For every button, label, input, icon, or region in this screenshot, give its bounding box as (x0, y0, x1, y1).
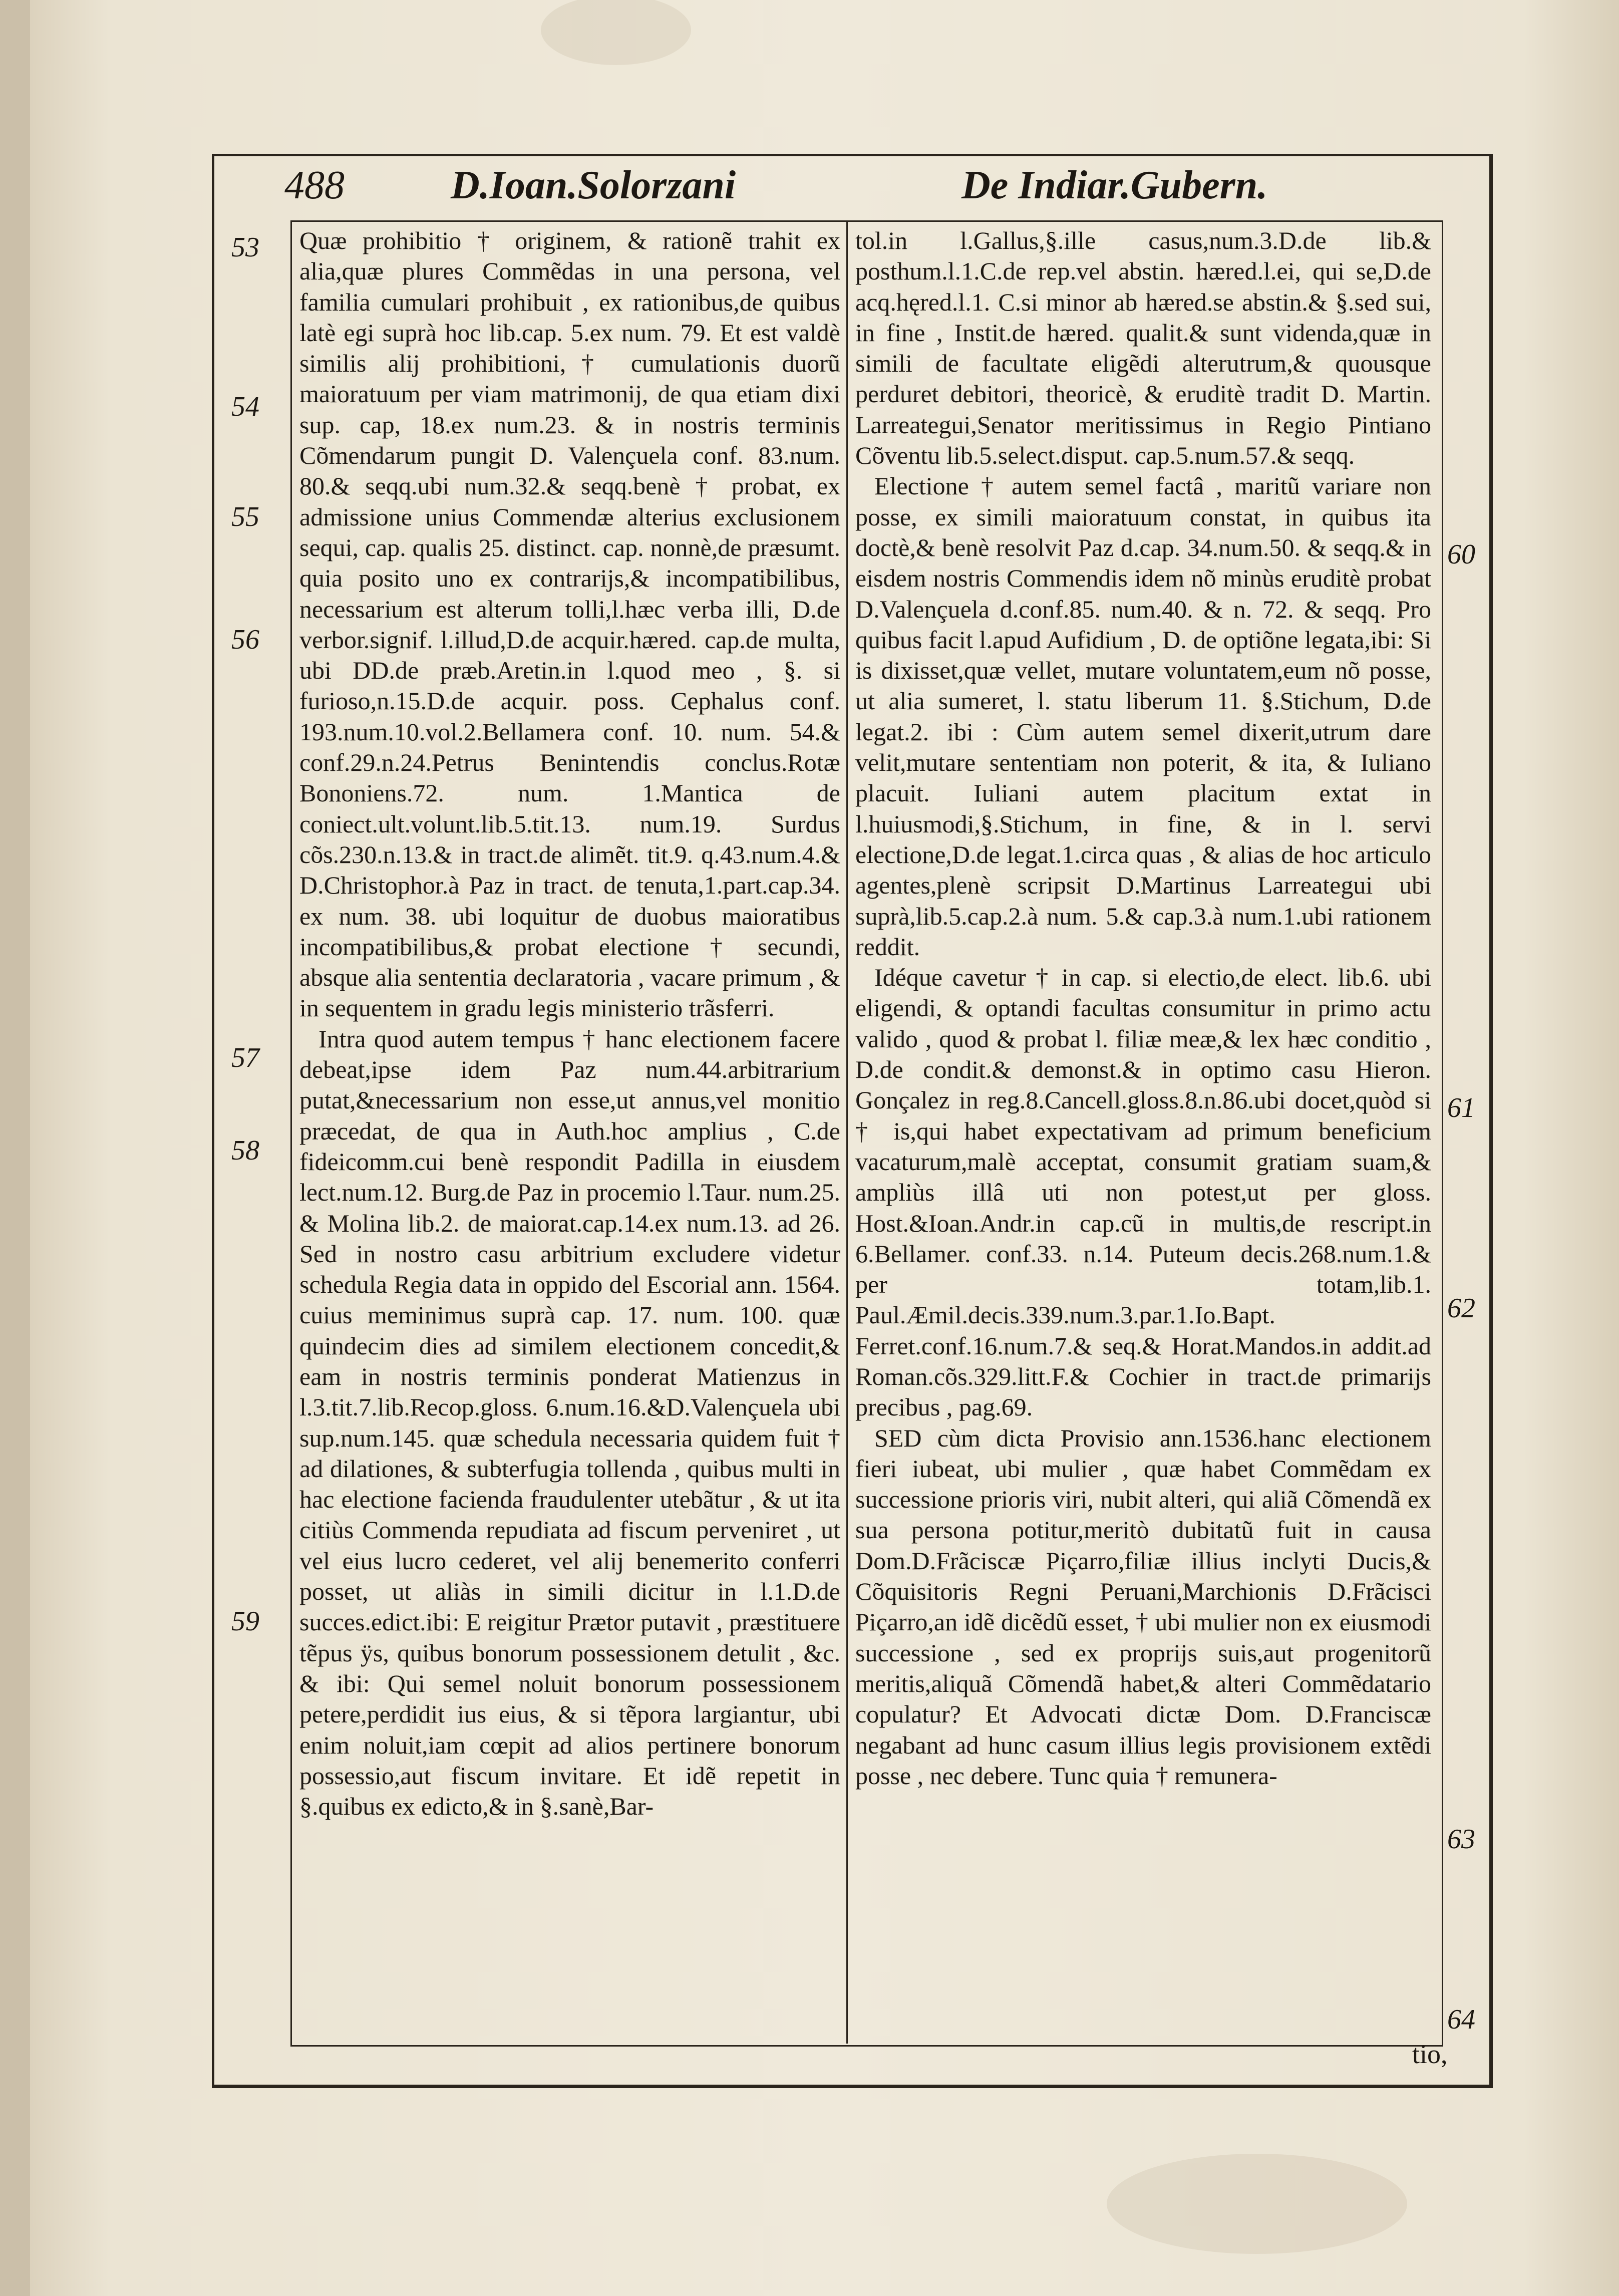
paragraph: Idéque cavetur † in cap. si electio,de elect. lib.6. ubi eligendi, & optandi facultas consumitur in primo actu valido , quod & probat l. filiæ meæ,& lex hæc conditio , D.de condit.& demonst.& in optimo casu Hieron. Gonçalez in reg.8.Cancell.gloss.8.n.86.ubi docet,quòd si † is,qui habet expectativam ad primum beneficium vacaturum,malè acceptat, consumit gratiam suam,& ampliùs illâ uti non potest,ut per gloss. Host.&Ioan.Andr.in cap.cũ in multis,de rescript.in 6.Bellamer. conf.33. n.14. Puteum decis.268.num.1.& per totam,lib.1. Paul.Æmil.decis.339.num.3.par.1.Io.Bapt. Ferret.conf.16.num.7.& seq.& Horat.Mandos.in addit.ad Roman.cõs.329.litt.F.& Cochier in tract.de primarijs precibus , pag.69. (855, 963, 1431, 1421)
running-head-author: D.Ioan.Solorzani (451, 163, 736, 207)
marginal-number: 64 (1447, 2004, 1475, 2035)
paragraph: Intra quod autem tempus † hanc electionem facere debeat,ipse idem Paz num.44.arbitrarium putat,&necessarium non esse,ut annus,vel monitio præcedat, de qua in Auth.hoc amplius , C.de fideicomm.cui benè respondit Padilla in eiusdem lect.num.12. Burg.de Paz in procemio l.Taur. num.25. & Molina lib.2. de maiorat.cap.14.ex num.13. ad 26. Sed in nostro casu arbitrium excludere videtur schedula Regia data in oppido del Escorial ann. 1564. cuius meminimus suprà cap. 17. num. 100. quæ quindecim dies ad similem electionem concedit,& eam in nostris terminis ponderat Matienzus in l.3.tit.7.lib.Recop.gloss. 6.num.16.&D.Valençuela ubi sup.num.145. quæ schedula necessaria quidem fuit † ad dilationes, & subterfugia tollenda , quibus multi in hac electione facienda fraudulenter utebãtur , & ut ita citiùs Commenda repudiata ad fiscum perveniret , ut vel eius lucro cederet, vel alij benemerito conferri posset, ut aliàs in simili dicitur in l.1.D.de succes.edict.ibi: E reigitur Prætor putavit , præstituere tẽpus ÿs, quibus bonorum possessionem detulit , &c. & ibi: Qui semel noluit bonorum possessionem petere,perdidit ius eius, & si tẽpora largiantur, ubi enim noluit,iam cœpit ad alios pertinere bonorum possessio,aut fiscum invitare. Et idẽ repetit in §.quibus ex edicto,& in §.sanè,Bar- (299, 1024, 840, 1821)
marginal-number: 60 (1447, 539, 1475, 570)
paragraph: SED cùm dicta Provisio ann.1536.hanc electionem fieri iubeat, ubi mulier , quæ habet Commẽdam ex successione prioris viri, nubit alteri, qui aliã Cõmendã ex sua persona potitur,meritò dubitatũ fuit in causa Dom.D.Frãciscæ Piçarro,filiæ illius inclyti Ducis,& Cõquisitoris Regni Peruani,Marchionis D.Frãcisci Piçarro,an idẽ dicẽdũ esset, † ubi mulier non ex eiusmodi successione , sed ex proprijs suis,aut progenitorũ meritis,aliquã Cõmendã habet,& alteri Commẽdatario copulatur? Et Advocati dictæ Dom. D.Franciscæ negabant ad hunc casum illius legis provisionem extẽdi posse , nec debere. Tunc quia † remunera- (855, 1423, 1431, 1790)
running-head-title: De Indiar.Gubern. (961, 163, 1268, 207)
marginal-number: 61 (1447, 1092, 1475, 1123)
marginal-number: 53 (231, 232, 259, 263)
catchword: tio, (1412, 2039, 1448, 2069)
marginal-number: 54 (231, 391, 259, 422)
marginal-number: 58 (231, 1135, 259, 1166)
paper-stain (541, 0, 691, 65)
marginal-number: 59 (231, 1606, 259, 1637)
right-column (855, 225, 1431, 1791)
paper-stain (1107, 2154, 1407, 2254)
marginal-number: 62 (1447, 1293, 1475, 1324)
marginal-number: 56 (231, 624, 259, 655)
paragraph: tol.in l.Gallus,§.ille casus,num.3.D.de lib.& posthum.l.1.C.de rep.vel abstin. hæred.l.ei, qui se,D.de acq.hęred.l.1. C.si minor ab hæred.se abstin.& §.sed sui, in fine , Instit.de hæred. qualit.& sunt videnda,quæ in simili de facultate eligẽdi alterutrum,& quousque perduret debitori, theoricè, & eruditè tradit D. Martin. Larreategui,Senator meritissimus in Regio Pintiano Cõventu lib.5.select.disput. cap.5.num.57.& seqq. (855, 226, 1431, 470)
left-column (299, 225, 840, 1822)
column-divider (846, 220, 848, 2044)
marginal-number: 57 (231, 1042, 259, 1073)
paragraph: Electione † autem semel factâ , maritũ variare non posse, ex simili maioratuum constat, in quibus ita doctè,& benè resolvit Paz d.cap. 34.num.50. & seqq.& in eisdem nostris Commendis idem nõ minùs eruditè probat D.Valençuela d.conf.85. num.40. & n. 72. & seqq. Pro quibus facit l.apud Aufidium , D. de optiõne legata,ibi: Si is dixisset,quæ vellet, mutare voluntatem,eum nõ posse, ut alia sumeret, l. statu liberum 11. §.Stichum, D.de legat.2. ibi : Cùm autem semel dixerit,utrum dare velit,mutare sententiam non poterit, & ita, & Iuliano placuit. Iuliani autem placitum extat in l.huiusmodi,§.Stichum, in fine, & in l. servi electione,D.de legat.1.circa quas , & alias de hoc articulo agentes,plenè scripsit D.Martinus Larreategui ubi suprà,lib.5.cap.2.à num. 5.& cap.3.à num.1.ubi rationem reddit. (855, 472, 1431, 961)
marginal-number: 63 (1447, 1824, 1475, 1855)
marginal-number: 55 (231, 501, 259, 532)
paragraph: Quæ prohibitio † originem, & rationẽ trahit ex alia,quæ plures Commẽdas in una persona, vel familia cumulari prohibuit , ex rationibus,de quibus latè egi suprà hoc lib.cap. 5.ex num. 79. Et est valdè similis alij prohibitioni,† cumulationis duorũ maioratuum per viam matrimonij, de qua etiam dixi sup. cap, 18.ex num.23. & in nostris terminis Cõmendarum pungit D. Valençuela conf. 83.num. 80.& seqq.ubi num.32.& seqq.benè † probat, ex admissione unius Commendæ alterius exclusionem sequi, cap. qualis 25. distinct. cap. nonnè,de præsumt. quia posito uno ex contrarijs,& incompatibilibus, necessarium est alterum tolli,l.hæc verba illi, D.de verbor.signif. l.illud,D.de acquir.hæred. cap.de multa, ubi DD.de præb.Aretin.in l.quod meo , §. si furioso,n.15.D.de acquir. poss. Cephalus conf. 193.num.10.vol.2.Bellamera conf. 10. num. 54.& conf.29.n.24.Petrus Benintendis conclus.Rotæ Bononiens.72. num. 1.Mantica de coniect.ult.volunt.lib.5.tit.13. num.19. Surdus cõs.230.n.13.& in tract.de alimẽt. tit.9. q.43.num.4.& D.Christophor.à Paz in tract. de tenuta,1.part.cap.34. ex num. 38. ubi loquitur de duobus maioratibus incompatibilibus,& probat electione † secundi, absque alia sententia declaratoria , vacare primum , & in sequentem in gradu legis ministerio trãsferri. (299, 226, 840, 1022)
page-number: 488 (284, 163, 345, 207)
